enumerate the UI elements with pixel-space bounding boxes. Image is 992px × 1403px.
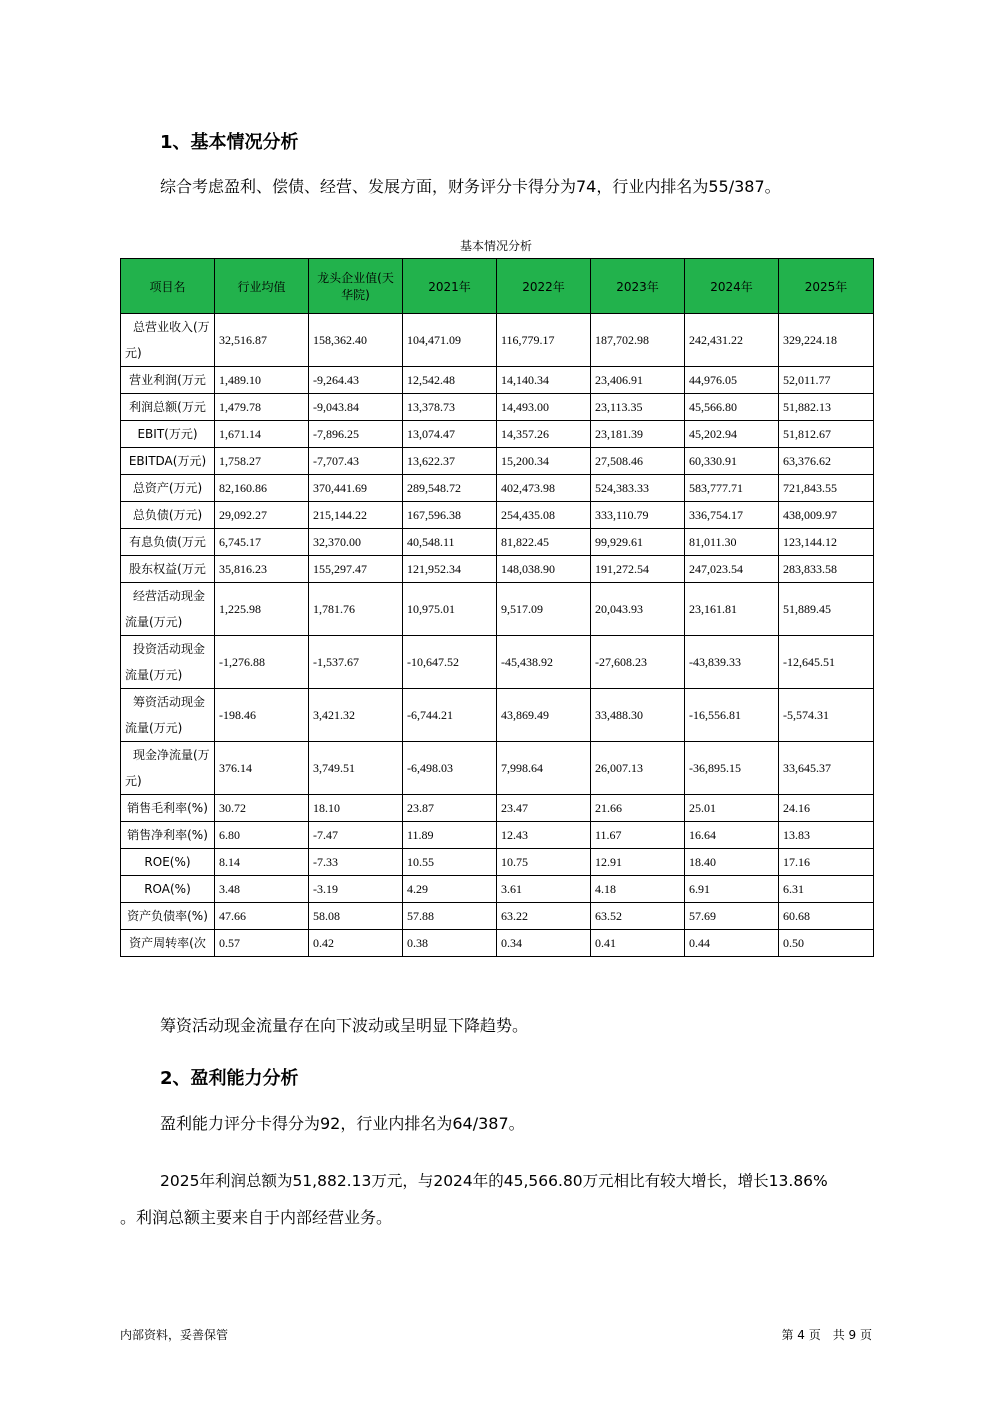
table-cell: 283,833.58 [779,556,874,583]
table-cell: 60.68 [779,903,874,930]
row-label: 营业利润(万元 [121,367,215,394]
table-cell: -1,537.67 [309,636,403,689]
table-row [121,583,874,636]
table-cell: -43,839.33 [685,636,779,689]
section2-paragraph2-line1: 2025年利润总额为51,882.13万元，与2024年的45,566.80万元相比有较大增长，增长13.86% [160,1172,828,1190]
table-row [121,742,874,795]
table-cell: 336,754.17 [685,502,779,529]
table-cell: 0.34 [497,930,591,957]
table-cell: 14,140.34 [497,367,591,394]
table-cell: 3.48 [215,876,309,903]
table-cell: 155,297.47 [309,556,403,583]
table-cell: 14,493.00 [497,394,591,421]
header-item-name: 项目名 [121,259,215,314]
section2-paragraph1: 盈利能力评分卡得分为92，行业内排名为64/387。 [160,1114,525,1133]
table-cell: 63.22 [497,903,591,930]
table-cell: 6,745.17 [215,529,309,556]
row-label: 销售净利率(%) [121,822,215,849]
table-cell: 45,202.94 [685,421,779,448]
table-cell: 10.55 [403,849,497,876]
header-leader-value: 龙头企业值(天华院) [309,259,403,314]
table-cell: 4.18 [591,876,685,903]
table-cell: 35,816.23 [215,556,309,583]
table-row [121,795,874,822]
table-cell: -6,744.21 [403,689,497,742]
table-cell: 18.10 [309,795,403,822]
row-label: EBIT(万元) [121,421,215,448]
table-cell: 104,471.09 [403,314,497,367]
table-cell: 63,376.62 [779,448,874,475]
table-row [121,448,874,475]
table-cell: 6.31 [779,876,874,903]
table-cell: -16,556.81 [685,689,779,742]
table-row [121,475,874,502]
table-cell: 1,489.10 [215,367,309,394]
table-cell: 438,009.97 [779,502,874,529]
header-2021: 2021年 [403,259,497,314]
table-row [121,314,874,367]
table-cell: 1,479.78 [215,394,309,421]
table-cell: 6.91 [685,876,779,903]
table-cell: -9,264.43 [309,367,403,394]
table-cell: 43,869.49 [497,689,591,742]
table-header-row [121,259,874,314]
table-cell: 329,224.18 [779,314,874,367]
table-cell: 4.29 [403,876,497,903]
table-row [121,822,874,849]
header-2023: 2023年 [591,259,685,314]
table-cell: -7,707.43 [309,448,403,475]
table-cell: 32,516.87 [215,314,309,367]
table-cell: 333,110.79 [591,502,685,529]
table-cell: 6.80 [215,822,309,849]
table-cell: 10,975.01 [403,583,497,636]
section1-title: 1、基本情况分析 [160,132,299,153]
row-label: 股东权益(万元 [121,556,215,583]
table-cell: 51,889.45 [779,583,874,636]
table-cell: 51,812.67 [779,421,874,448]
table-cell: 27,508.46 [591,448,685,475]
table-cell: 44,976.05 [685,367,779,394]
table-cell: 121,952.34 [403,556,497,583]
table-cell: 57.88 [403,903,497,930]
table-cell: 21.66 [591,795,685,822]
table-cell: 23.47 [497,795,591,822]
table-cell: 13.83 [779,822,874,849]
table-row [121,849,874,876]
table-cell: 13,074.47 [403,421,497,448]
table-cell: 123,144.12 [779,529,874,556]
table-row [121,394,874,421]
table-cell: 45,566.80 [685,394,779,421]
table-cell: 3,749.51 [309,742,403,795]
table-cell: 99,929.61 [591,529,685,556]
table-cell: 215,144.22 [309,502,403,529]
table-cell: 370,441.69 [309,475,403,502]
section2-paragraph2-line2: 。利润总额主要来自于内部经营业务。 [120,1208,393,1227]
table-cell: 116,779.17 [497,314,591,367]
table-cell: 47.66 [215,903,309,930]
table-cell: 191,272.54 [591,556,685,583]
table-cell: -1,276.88 [215,636,309,689]
table-caption: 基本情况分析 [459,239,532,253]
table-cell: -10,647.52 [403,636,497,689]
table-cell: 58.08 [309,903,403,930]
table-cell: 23,406.91 [591,367,685,394]
header-industry-avg: 行业均值 [215,259,309,314]
table-cell: 60,330.91 [685,448,779,475]
table-cell: -5,574.31 [779,689,874,742]
table-cell: 11.89 [403,822,497,849]
table-cell: 1,758.27 [215,448,309,475]
row-label: 资产负债率(%) [121,903,215,930]
header-2025: 2025年 [779,259,874,314]
row-label: 总营业收入(万元) [121,314,215,367]
table-cell: -27,608.23 [591,636,685,689]
row-label: 总负债(万元) [121,502,215,529]
table-cell: -12,645.51 [779,636,874,689]
row-label: EBITDA(万元) [121,448,215,475]
table-cell: 0.50 [779,930,874,957]
table-cell: -198.46 [215,689,309,742]
table-cell: 10.75 [497,849,591,876]
table-cell: 63.52 [591,903,685,930]
table-cell: 7,998.64 [497,742,591,795]
table-cell: 583,777.71 [685,475,779,502]
table-cell: 16.64 [685,822,779,849]
row-label: ROA(%) [121,876,215,903]
table-cell: -36,895.15 [685,742,779,795]
table-cell: 81,822.45 [497,529,591,556]
footer-page-number: 第 4 页 共 9 页 [781,1328,872,1342]
table-cell: 33,645.37 [779,742,874,795]
table-cell: 15,200.34 [497,448,591,475]
section1-paragraph: 综合考虑盈利、偿债、经营、发展方面，财务评分卡得分为74，行业内排名为55/387。 [160,177,781,196]
table-cell: 13,622.37 [403,448,497,475]
table-cell: 0.41 [591,930,685,957]
table-cell: 1,671.14 [215,421,309,448]
table-cell: 17.16 [779,849,874,876]
row-label: 资产周转率(次 [121,930,215,957]
table-cell: 0.38 [403,930,497,957]
row-label: 有息负债(万元 [121,529,215,556]
table-cell: 32,370.00 [309,529,403,556]
table-row [121,421,874,448]
table-cell: -7.47 [309,822,403,849]
table-cell: 33,488.30 [591,689,685,742]
table-cell: 26,007.13 [591,742,685,795]
row-label: 利润总额(万元 [121,394,215,421]
table-cell: 0.42 [309,930,403,957]
header-2024: 2024年 [685,259,779,314]
table-cell: 9,517.09 [497,583,591,636]
table-cell: 402,473.98 [497,475,591,502]
table-cell: 23,161.81 [685,583,779,636]
table-cell: 0.57 [215,930,309,957]
table-row [121,876,874,903]
table-cell: 187,702.98 [591,314,685,367]
table-cell: 14,357.26 [497,421,591,448]
table-cell: 1,781.76 [309,583,403,636]
financing-note: 筹资活动现金流量存在向下波动或呈明显下降趋势。 [160,1016,529,1035]
table-cell: 12,542.48 [403,367,497,394]
row-label: 现金净流量(万元) [121,742,215,795]
table-cell: 40,548.11 [403,529,497,556]
table-row [121,903,874,930]
table-cell: 3.61 [497,876,591,903]
table-cell: 13,378.73 [403,394,497,421]
table-cell: 12.43 [497,822,591,849]
footer-left: 内部资料，妥善保管 [120,1328,229,1342]
table-cell: -45,438.92 [497,636,591,689]
table-cell: 289,548.72 [403,475,497,502]
table-cell: 57.69 [685,903,779,930]
table-cell: 52,011.77 [779,367,874,394]
table-cell: 29,092.27 [215,502,309,529]
section2-title: 2、盈利能力分析 [160,1068,299,1089]
table-cell: 242,431.22 [685,314,779,367]
table-cell: 23,113.35 [591,394,685,421]
table-cell: -3.19 [309,876,403,903]
table-cell: 23,181.39 [591,421,685,448]
table-cell: 376.14 [215,742,309,795]
table-cell: 524,383.33 [591,475,685,502]
row-label: 投资活动现金流量(万元) [121,636,215,689]
table-row [121,930,874,957]
table-cell: 167,596.38 [403,502,497,529]
table-cell: 8.14 [215,849,309,876]
row-label: 筹资活动现金流量(万元) [121,689,215,742]
table-cell: 18.40 [685,849,779,876]
table-cell: 30.72 [215,795,309,822]
table-cell: 12.91 [591,849,685,876]
row-label: 总资产(万元) [121,475,215,502]
table-cell: 81,011.30 [685,529,779,556]
table-row [121,636,874,689]
table-row [121,502,874,529]
table-row [121,529,874,556]
table-cell: -6,498.03 [403,742,497,795]
table-cell: 51,882.13 [779,394,874,421]
table-cell: 158,362.40 [309,314,403,367]
table-cell: 254,435.08 [497,502,591,529]
table-cell: 721,843.55 [779,475,874,502]
table-row [121,367,874,394]
table-cell: 24.16 [779,795,874,822]
row-label: ROE(%) [121,849,215,876]
table-cell: 11.67 [591,822,685,849]
header-2022: 2022年 [497,259,591,314]
table-row [121,556,874,583]
table-cell: 20,043.93 [591,583,685,636]
row-label: 经营活动现金流量(万元) [121,583,215,636]
table-cell: 23.87 [403,795,497,822]
table-cell: 25.01 [685,795,779,822]
table-cell: -9,043.84 [309,394,403,421]
table-cell: 1,225.98 [215,583,309,636]
row-label: 销售毛利率(%) [121,795,215,822]
table-row [121,689,874,742]
table-cell: 82,160.86 [215,475,309,502]
table-cell: 3,421.32 [309,689,403,742]
table-cell: 148,038.90 [497,556,591,583]
table-cell: 247,023.54 [685,556,779,583]
table-cell: -7.33 [309,849,403,876]
table-cell: -7,896.25 [309,421,403,448]
basic-analysis-table [120,258,874,957]
table-cell: 0.44 [685,930,779,957]
